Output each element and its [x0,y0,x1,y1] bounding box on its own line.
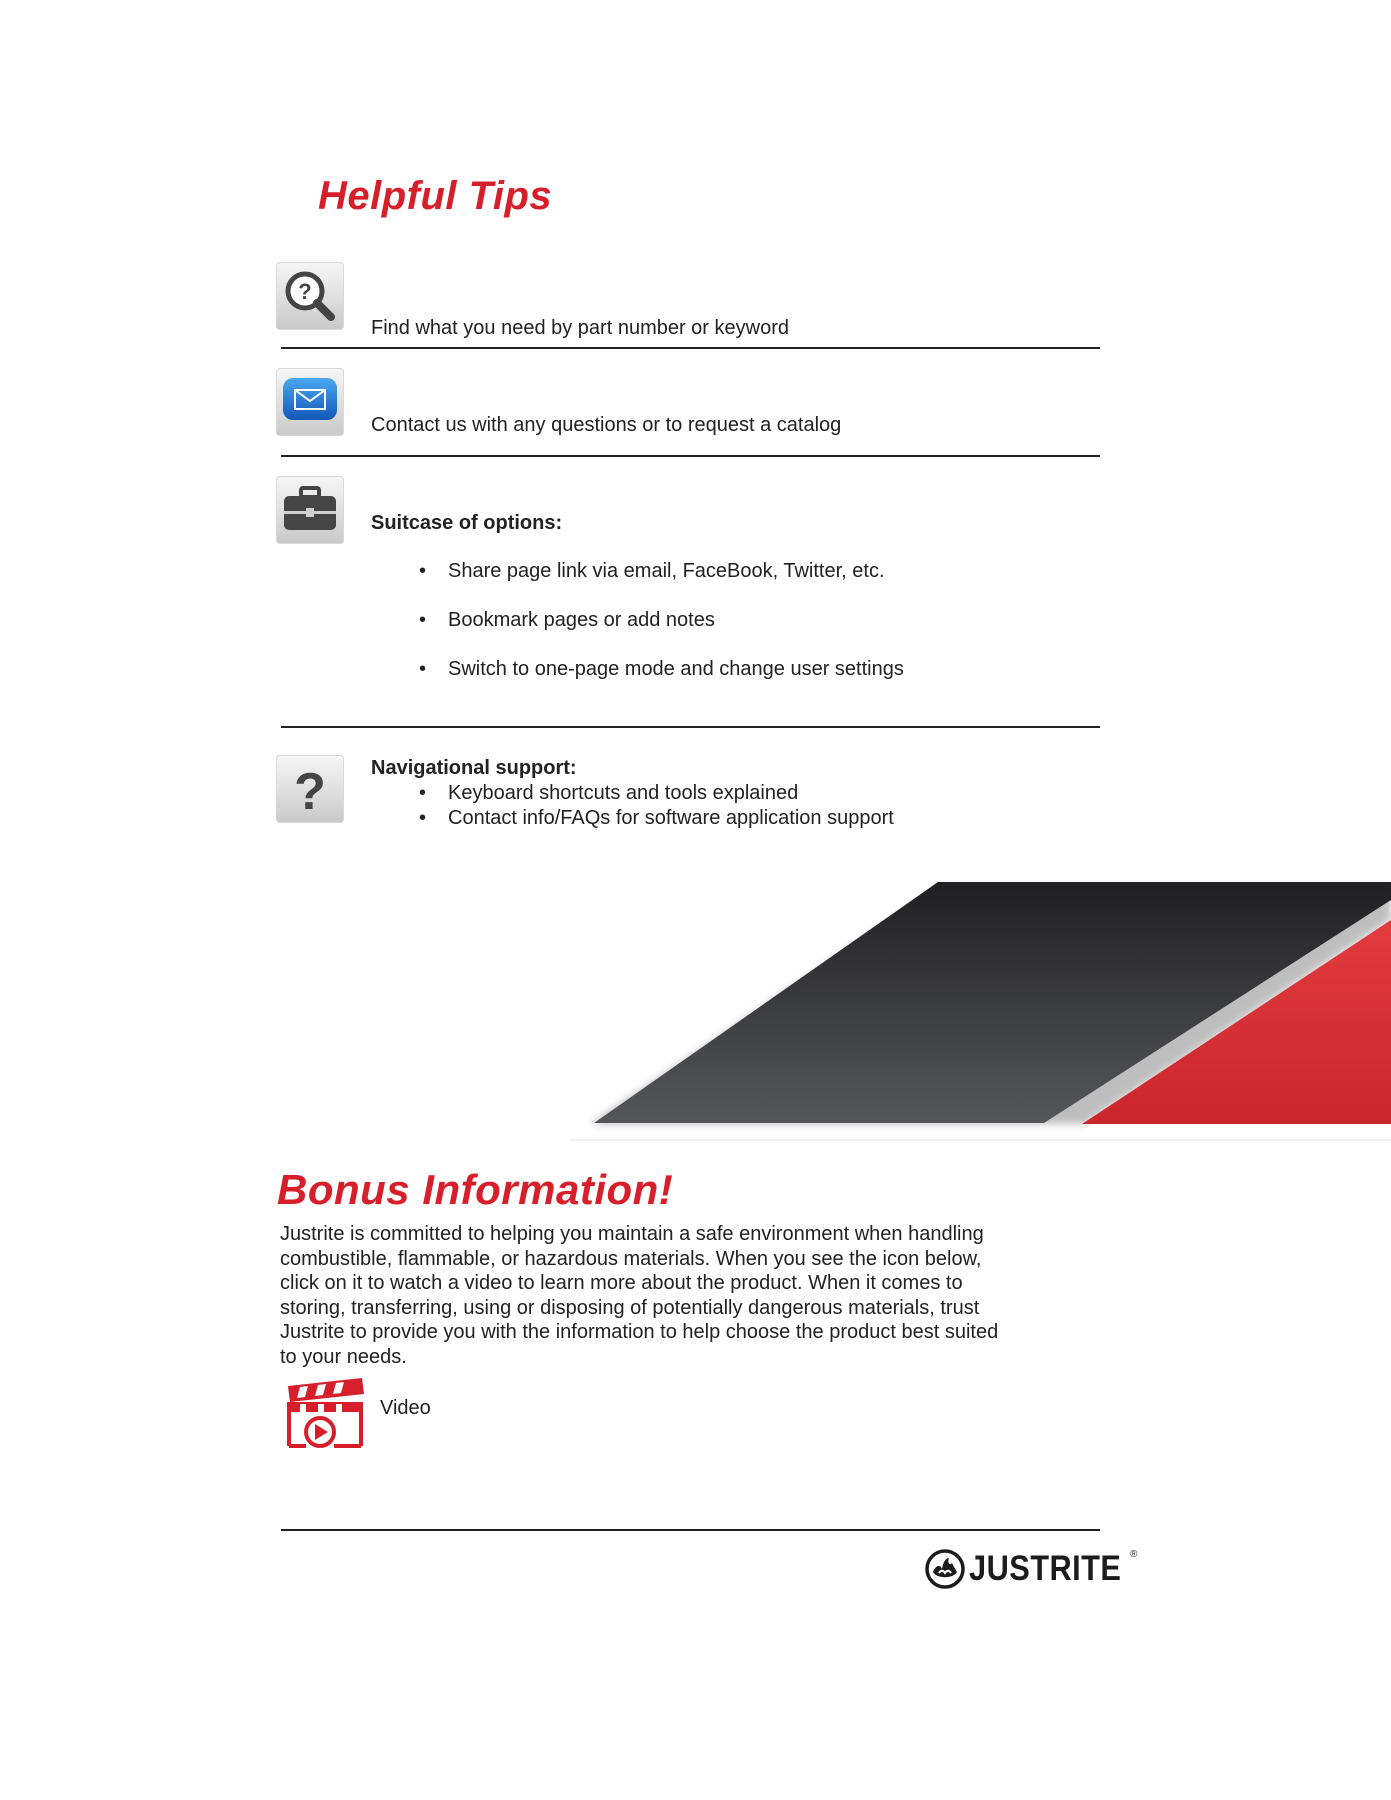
svg-text:?: ? [298,279,312,304]
search-tip-text: Find what you need by part number or keyword [371,317,789,339]
suitcase-options-list [448,559,904,681]
contact-tip-text: Contact us with any questions or to request a catalog [371,414,842,436]
list-item: • Keyboard shortcuts and tools explained [448,781,894,806]
footer-divider [281,1529,1100,1531]
video-label: Video [380,1397,431,1419]
registered-mark: ® [1130,1549,1138,1560]
question-icon[interactable] [276,755,344,823]
divider [281,455,1100,457]
nav-support-list [448,781,894,831]
justrite-flame-icon [925,1549,965,1589]
video-clapper-icon[interactable] [286,1376,364,1452]
divider [281,347,1100,349]
decorative-band-graphic [570,880,1391,1145]
suitcase-icon[interactable] [276,476,344,544]
bonus-paragraph: Justrite is committed to helping you maintain a safe environment when handling combustible, flammable, or hazardous materials. When you see the icon below, click on it to watch a video to learn more about the product. When it comes to storing, transferring, using or disposing of potentially dangerous materials, trust Justrite to provide you with the information to help choose the product best suited to your needs. [280,1223,999,1368]
list-item: • Contact info/FAQs for software application support [448,806,894,831]
email-icon[interactable] [276,368,344,436]
svg-text:?: ? [294,763,326,821]
helpful-tips-title: Helpful Tips [318,174,553,218]
list-item: • Share page link via email, FaceBook, Twitter, etc. [448,559,904,583]
bonus-title: Bonus Information! [277,1166,674,1213]
list-item: • Switch to one-page mode and change user settings [448,657,904,681]
suitcase-heading: Suitcase of options: [371,512,563,534]
search-icon[interactable] [276,262,344,330]
justrite-logo [925,1547,1145,1591]
nav-support-heading: Navigational support: [371,757,577,779]
justrite-wordmark: JUSTRITE [969,1549,1122,1588]
divider [281,726,1100,728]
list-item: • Bookmark pages or add notes [448,608,904,632]
